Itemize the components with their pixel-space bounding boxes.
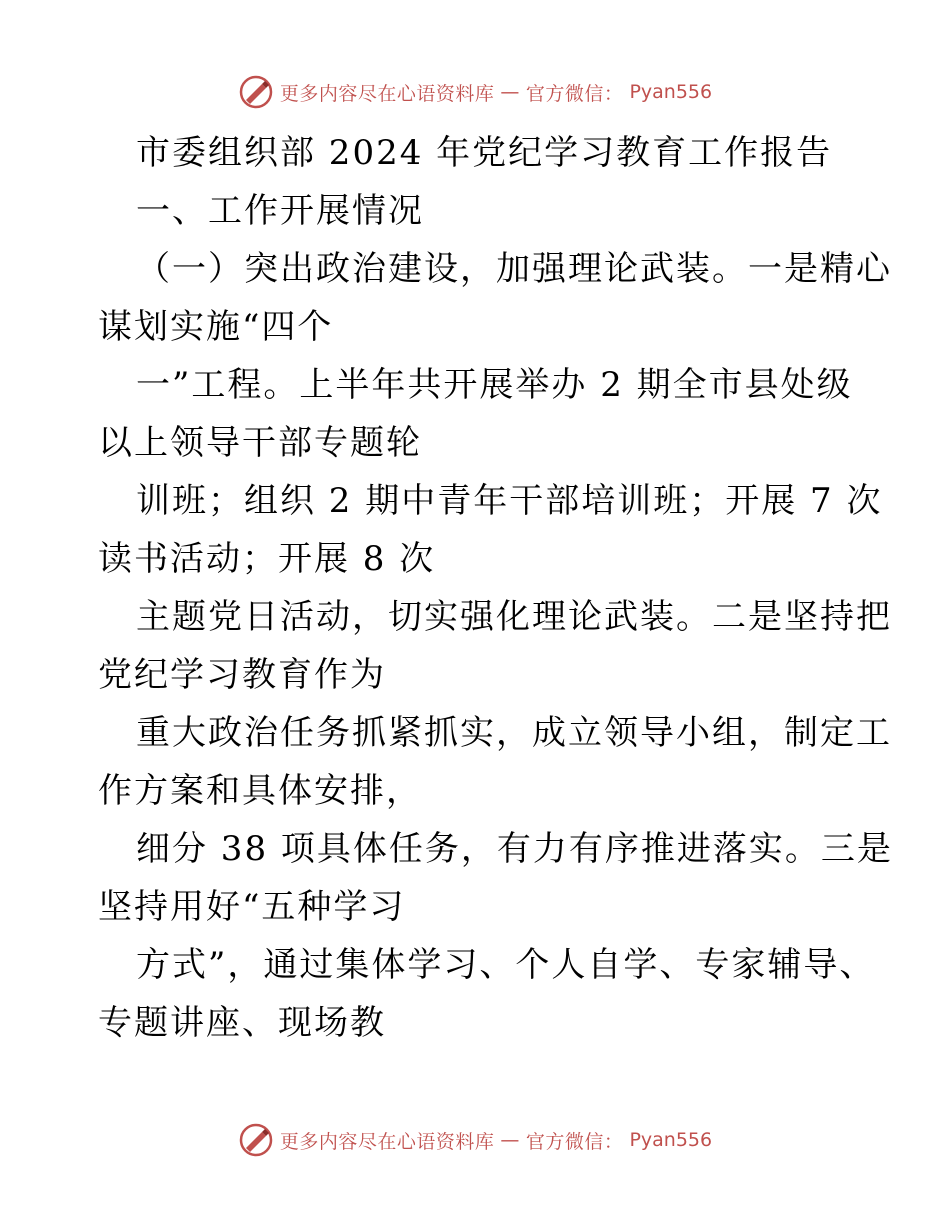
watermark-text: 更多内容尽在心语资料库 <box>279 82 495 105</box>
watermark-text: 更多内容尽在心语资料库 <box>279 1130 495 1153</box>
watermark-wechat-label: 官方微信： <box>525 82 624 105</box>
body-line: 坚持用好“五种学习 <box>98 887 406 927</box>
body-line: 训班；组织 2 期中青年干部培训班；开展 7 次 <box>136 481 883 521</box>
watermark-dash: — <box>500 81 520 103</box>
body-line: 重大政治任务抓紧抓实，成立领导小组，制定工 <box>136 713 892 753</box>
header-watermark <box>0 72 950 112</box>
document-title: 市委组织部 2024 年党纪学习教育工作报告 <box>136 133 833 173</box>
watermark-wechat-id: Pyan556 <box>629 81 713 103</box>
watermark-wechat-label: 官方微信： <box>525 1130 624 1153</box>
document-body <box>98 124 893 1052</box>
body-line: 作方案和具体安排， <box>98 771 422 811</box>
watermark-wechat-id: Pyan556 <box>629 1129 713 1151</box>
body-line: 读书活动；开展 8 次 <box>98 539 436 579</box>
body-line: 一、工作开展情况 <box>136 191 424 231</box>
body-line: 以上领导干部专题轮 <box>98 423 422 463</box>
body-line: 谋划实施“四个 <box>98 307 334 347</box>
pen-logo-icon <box>238 74 274 110</box>
body-line: 方式”，通过集体学习、个人自学、专家辅导、 <box>136 945 876 985</box>
footer-watermark <box>0 1120 950 1160</box>
body-line: 一”工程。上半年共开展举办 2 期全市县处级 <box>136 365 853 405</box>
body-line: 主题党日活动，切实强化理论武装。二是坚持把 <box>136 597 892 637</box>
body-line: （一）突出政治建设，加强理论武装。一是精心 <box>136 249 892 289</box>
pen-logo-icon <box>238 1122 274 1158</box>
body-line: 细分 38 项具体任务，有力有序推进落实。三是 <box>136 829 893 869</box>
body-line: 专题讲座、现场教 <box>98 1003 386 1043</box>
body-line: 党纪学习教育作为 <box>98 655 386 695</box>
watermark-dash: — <box>500 1129 520 1151</box>
